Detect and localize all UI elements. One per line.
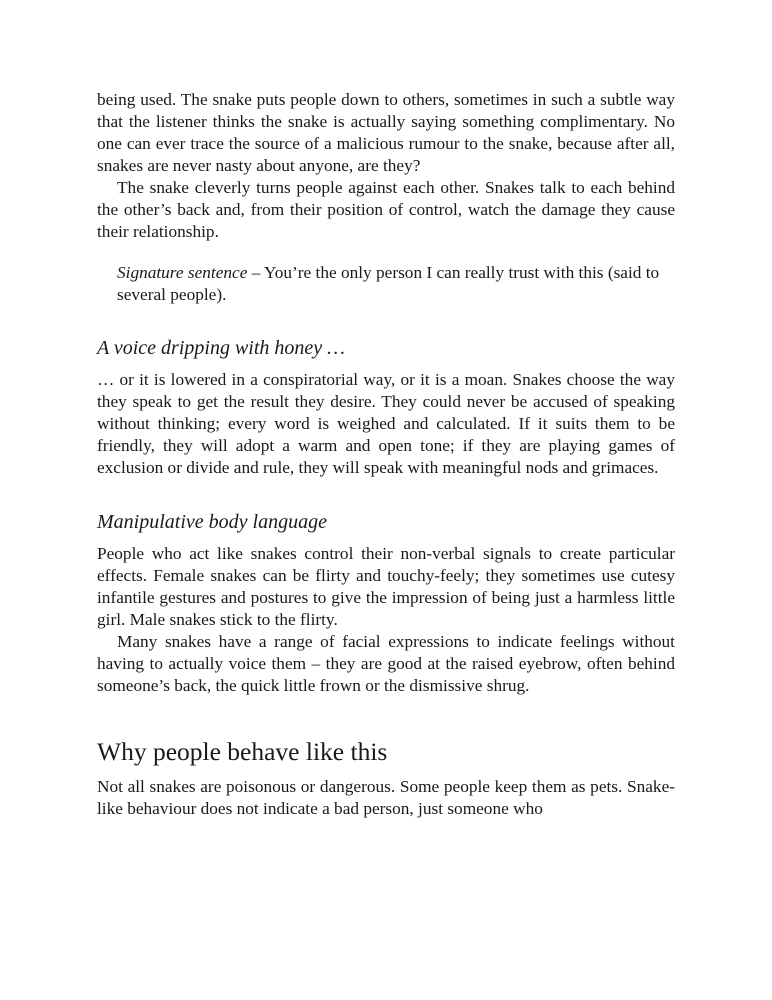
- body-paragraph: People who act like snakes control their non-verbal signals to create particular effects. Female snakes can be flirty and touchy-feely; they sometimes use cutesy infantile gestures and postures to give the impression of being just a harmless little girl. Male snakes stick to the flirty.: [97, 544, 675, 629]
- signature-text: – You’re the only person I can really trust with this (said to several people).: [117, 263, 660, 304]
- body-paragraph: being used. The snake puts people down to others, sometimes in such a subtle way that the listener thinks the snake is actually saying something complimentary. No one can ever trace the source of a malicious rumour to the snake, because after all, snakes are never nasty about anyone, are they?: [97, 90, 675, 175]
- subheading-body-language: Manipulative body language: [97, 511, 327, 533]
- body-paragraph: … or it is lowered in a conspiratorial way, or it is a moan. Snakes choose the way they speak to get the result they desire. They could never be accused of speaking without thinking; every word is weighed and calculated. If it suits them to be friendly, they will adopt a warm and open tone; if they are playing games of exclusion or divide and rule, they will speak with meaningful nods and grimaces.: [97, 370, 675, 477]
- signature-label: Signature sentence: [117, 263, 248, 282]
- signature-sentence: [117, 262, 677, 306]
- section-heading-why: Why people behave like this: [97, 737, 388, 766]
- book-page: [97, 89, 675, 820]
- body-paragraph: Not all snakes are poisonous or dangerous. Some people keep them as pets. Snake-like behaviour does not indicate a bad person, just someone who: [97, 777, 675, 818]
- body-paragraph: Many snakes have a range of facial expressions to indicate feelings without having to actually voice them – they are good at the raised eyebrow, often behind someone’s back, the quick little frown or the dismissive shrug.: [97, 632, 675, 695]
- body-paragraph: The snake cleverly turns people against each other. Snakes talk to each behind the other’s back and, from their position of control, watch the damage they cause their relationship.: [97, 178, 675, 241]
- subheading-voice-honey: A voice dripping with honey …: [97, 337, 345, 359]
